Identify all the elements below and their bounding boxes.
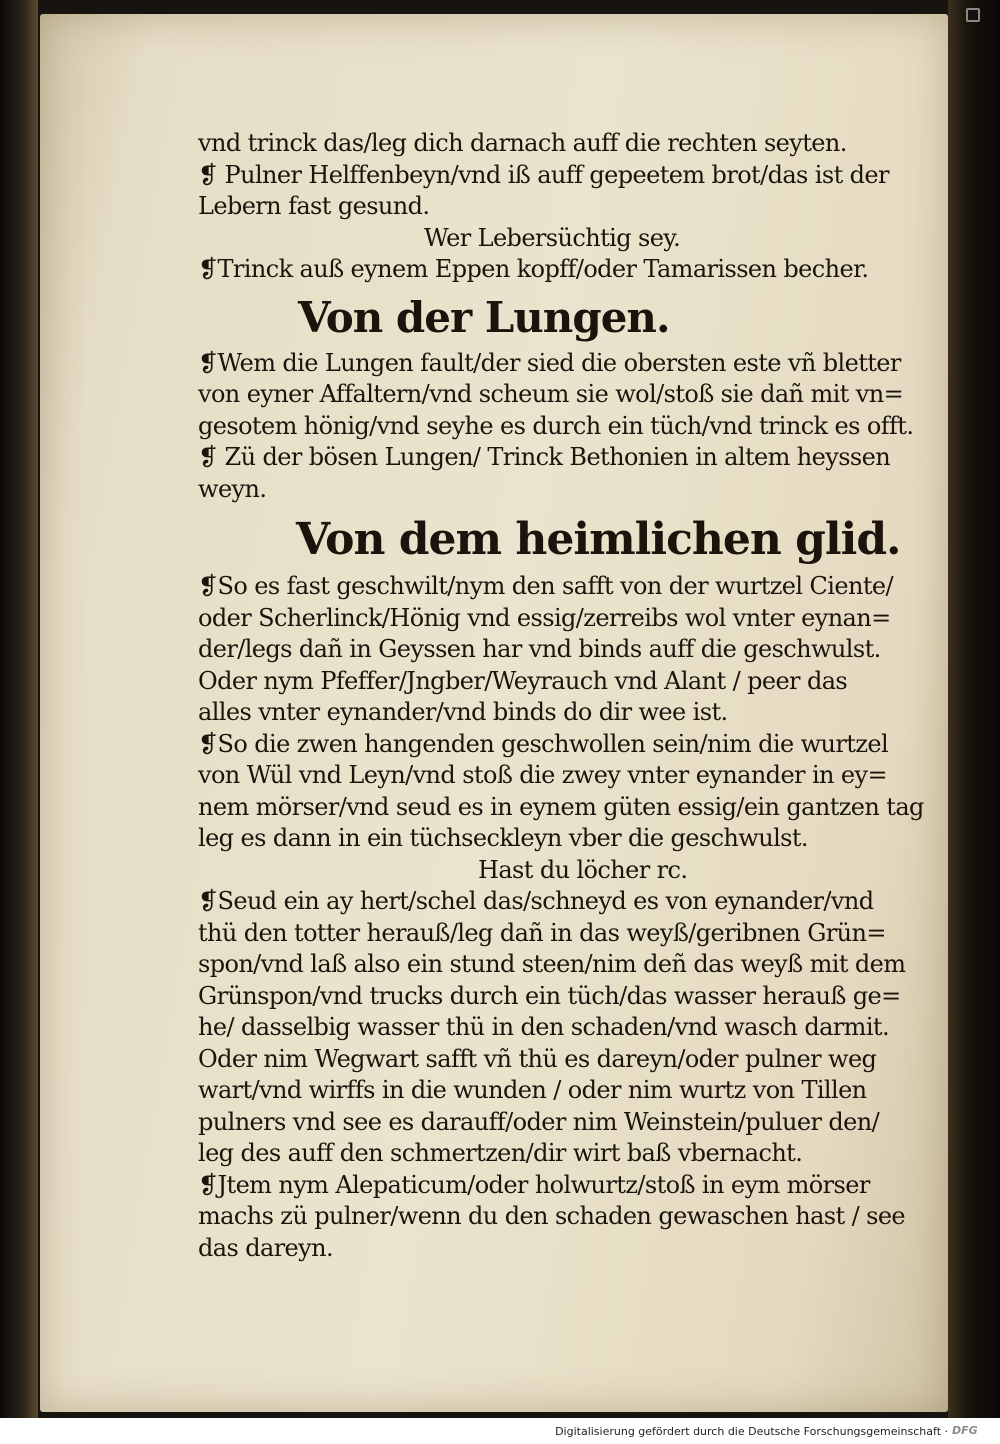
text-line: he/ dasselbig wasser thü in den schaden/vnd wasch darmit. (198, 1013, 889, 1041)
text-line: spon/vnd laß also ein stund steen/nim deñ das weyß mit dem (198, 950, 906, 978)
text-line: Grünspon/vnd trucks durch ein tüch/das wasser herauß ge= (198, 981, 901, 1010)
text-line: ❡So die zwen hangenden geschwollen sein/nim die wurtzel (198, 729, 889, 758)
dfg-logo-icon: DFG (952, 1423, 992, 1438)
section-subheading: Hast du löcher rc. (478, 855, 688, 884)
text-line: ❡Jtem nym Alepaticum/oder holwurtz/stoß in eym mörser (198, 1170, 870, 1199)
text-line: nem mörser/vnd seud es in eynem güten essig/ein gantzen tag (198, 792, 924, 821)
footer-bar (0, 1418, 1000, 1444)
text-line: gesotem hönig/vnd seyhe es durch ein tüch/vnd trinck es offt. (198, 411, 914, 440)
corner-marker-icon (966, 8, 980, 22)
funding-credit: Digitalisierung gefördert durch die Deutsche Forschungsgemeinschaft · (555, 1425, 948, 1438)
text-line: oder Scherlinck/Hönig vnd essig/zerreibs wol vnter eynan= (198, 603, 891, 632)
text-line: alles vnter eynander/vnd binds do dir wee ist. (198, 698, 728, 726)
text-line: wart/vnd wirffs in die wunden / oder nim wurtz von Tillen (198, 1076, 867, 1104)
text-line: ❡ Pulner Helffenbeyn/vnd iß auff gepeetem brot/das ist der (198, 160, 889, 189)
section-subheading: Wer Lebersüchtig sey. (424, 223, 681, 252)
book-gutter (948, 0, 1000, 1418)
text-line: Oder nim Wegwart safft vñ thü es dareyn/oder pulner weg (198, 1044, 877, 1073)
text-line: weyn. (198, 474, 267, 503)
text-line: pulners vnd see es darauff/oder nim Weinstein/puluer den/ (198, 1107, 880, 1136)
text-line: ❡Wem die Lungen fault/der sied die obersten este vñ bletter (198, 348, 901, 377)
text-line: leg es dann in ein tüchseckleyn vber die geschwulst. (198, 824, 808, 852)
text-line: vnd trinck das/leg dich darnach auff die rechten seyten. (198, 129, 847, 157)
book-left-edge (0, 0, 38, 1418)
text-line: machs zü pulner/wenn du den schaden gewaschen hast / see (198, 1202, 906, 1230)
text-line: ❡So es fast geschwilt/nym den safft von der wurtzel Ciente/ (198, 572, 893, 600)
text-line: ❡Seud ein ay hert/schel das/schneyd es von eynander/vnd (198, 887, 874, 915)
text-line: ❡Trinck auß eynem Eppen kopff/oder Tamarissen becher. (198, 255, 869, 283)
section-heading-glid: Von dem heimlichen glid. (296, 514, 901, 565)
text-line: thü den totter herauß/leg dañ in das weyß/geribnen Grün= (198, 918, 886, 947)
section-heading-lungen: Von der Lungen. (298, 292, 670, 342)
text-line: leg des auff den schmertzen/dir wirt baß vbernacht. (198, 1139, 803, 1167)
text-line: Lebern fast gesund. (198, 192, 430, 220)
text-line: von Wül vnd Leyn/vnd stoß die zwey vnter eynander in ey= (198, 761, 887, 789)
text-line: das dareyn. (198, 1233, 334, 1262)
text-line: Oder nym Pfeffer/Jngber/Weyrauch vnd Alant / peer das (198, 666, 848, 695)
text-line: von eyner Affaltern/vnd scheum sie wol/stoß sie dañ mit vn= (198, 380, 904, 408)
text-line: ❡ Zü der bösen Lungen/ Trinck Bethonien in altem heyssen (198, 443, 891, 471)
text-line: der/legs dañ in Geyssen har vnd binds auff die geschwulst. (198, 635, 881, 663)
page-text (198, 128, 943, 1264)
